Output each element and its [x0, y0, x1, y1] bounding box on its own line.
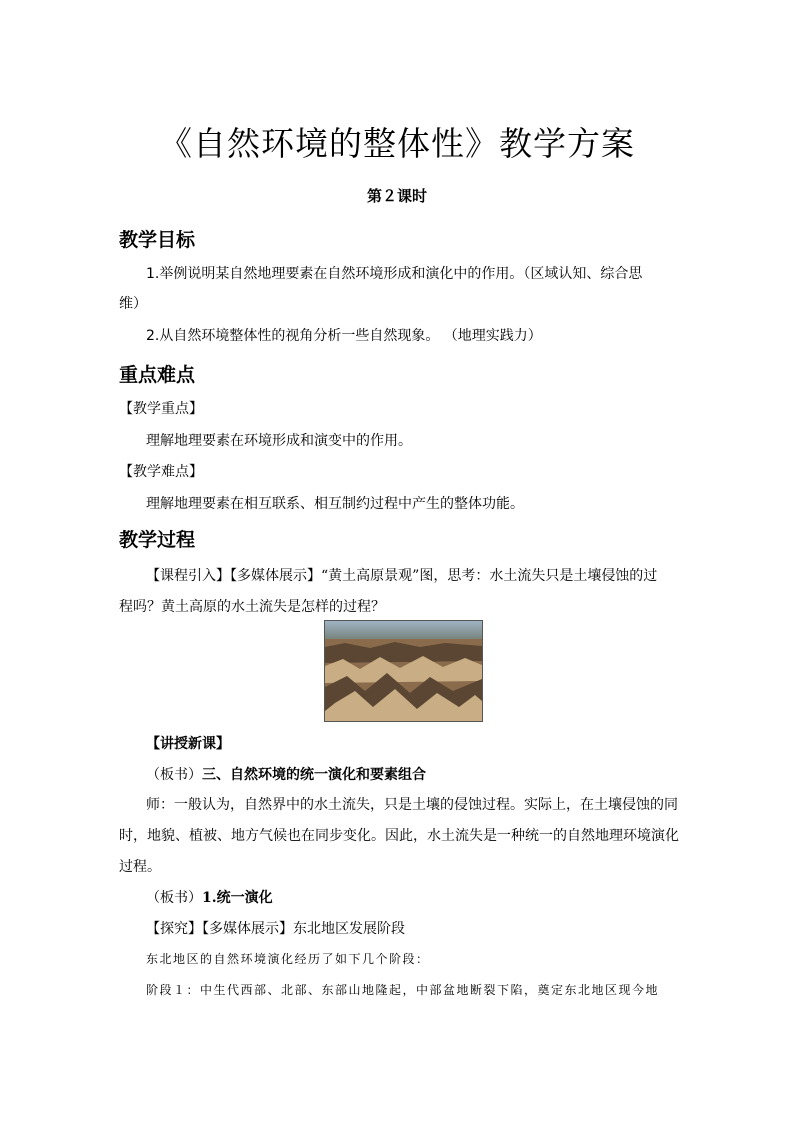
board-note-1-prefix: （板书）: [146, 767, 202, 783]
intro-line-1: 【课程引入】【多媒体展示】“黄土高原景观”图，思考：水土流失只是土壤侵蚀的过: [146, 568, 658, 584]
heading-key-points: 重点难点: [119, 364, 196, 386]
teacher-line-1: 师：一般认为，自然界中的水土流失，只是土壤的侵蚀过程。实际上，在土壤侵蚀的同: [146, 797, 678, 813]
board-note-2-text: 1.统一演化: [202, 890, 273, 906]
teacher-line-2: 时，地貌、植被、地方气候也在同步变化。因此，水土流失是一种统一的自然地理环境演化: [119, 828, 679, 844]
lesson-number: 第２课时: [366, 187, 427, 205]
goal-2: 2.从自然环境整体性的视角分析一些自然现象。 （地理实践力）: [146, 328, 542, 344]
board-note-1-text: 三、自然环境的统一演化和要素组合: [202, 767, 426, 783]
northeast-intro-line: 东北地区的自然环境演化经历了如下几个阶段：: [146, 952, 430, 966]
new-lesson-label: 【讲授新课】: [146, 736, 230, 752]
loess-plateau-photo: [324, 620, 483, 722]
board-note-1: [146, 764, 426, 784]
difficulty-text: 理解地理要素在相互联系、相互制约过程中产生的整体功能。: [146, 496, 524, 512]
loess-plateau-landscape: [325, 621, 482, 721]
key-point-label: 【教学重点】: [119, 401, 203, 417]
document-title: 《自然环境的整体性》教学方案: [159, 124, 635, 163]
teacher-line-3: 过程。: [119, 859, 161, 875]
heading-teaching-process: 教学过程: [119, 529, 196, 551]
board-note-2-prefix: （板书）: [146, 890, 202, 906]
goal-1-line-2: 维）: [119, 296, 147, 312]
difficulty-label: 【教学难点】: [119, 464, 203, 480]
stage-1-line: 阶段１：中生代西部、北部、东部山地隆起，中部盆地断裂下陷，奠定东北地区现今地: [146, 983, 660, 997]
explore-line: 【探究】【多媒体展示】东北地区发展阶段: [146, 921, 405, 937]
goal-1-line-1: 1.举例说明某自然地理要素在自然环境形成和演化中的作用。（区域认知、综合思: [146, 266, 643, 282]
board-note-2: [146, 887, 273, 907]
key-point-text: 理解地理要素在环境形成和演变中的作用。: [146, 433, 412, 449]
intro-line-2: 程吗？黄土高原的水土流失是怎样的过程？: [119, 599, 385, 615]
heading-teaching-goals: 教学目标: [119, 229, 196, 251]
photo-far-ridges: [325, 642, 482, 663]
